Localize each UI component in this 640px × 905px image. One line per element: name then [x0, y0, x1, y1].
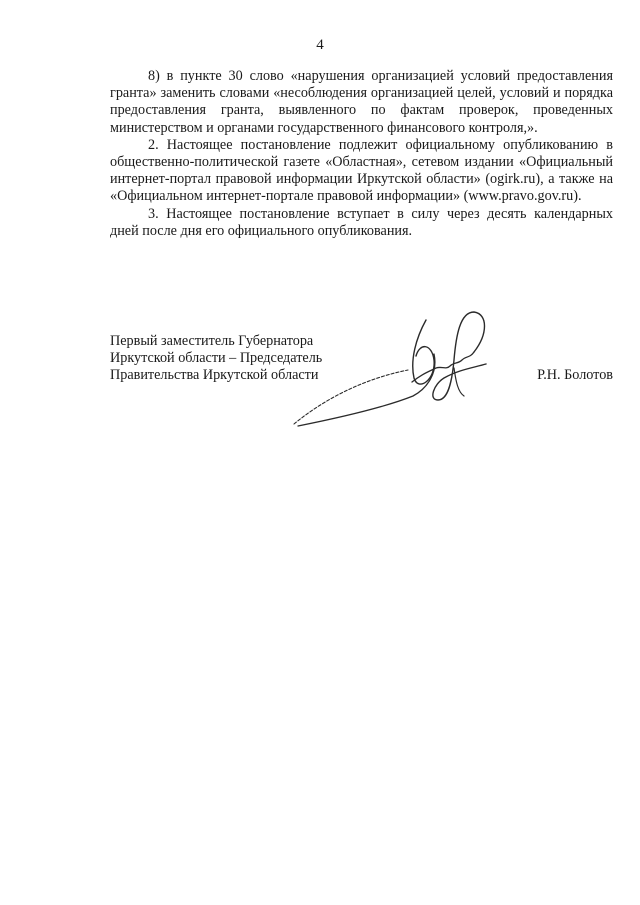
page-number: 4 [316, 37, 324, 53]
body-text [110, 68, 613, 240]
signer-position-line-1: Первый заместитель Губернатора [110, 333, 314, 349]
paragraph-effective-date: 3. Настоящее постановление вступает в силу через десять календарных дней после дня его официального опубликования. [110, 205, 613, 239]
signer-name: Р.Н. Болотов [537, 367, 613, 384]
paragraph-amendment-8: 8) в пункте 30 слово «нарушения организацией условий предоставления гранта» заменить словами «несоблюдения организацией целей, условий и порядка предоставления гранта, выявленного по фактам проверок, проведенных министерством и органами государственного финансового контроля,». [110, 68, 613, 136]
paragraph-publication: 2. Настоящее постановление подлежит официальному опубликованию в общественно-политической газете «Областная», сетевом издании «Официальный интернет-портал правовой информации Иркутской области» (ogirk.ru), а также на «Официальном интернет-портале правовой информации» (www.pravo.gov.ru). [110, 136, 613, 205]
signer-position-line-2: Иркутской области – Председатель [110, 350, 323, 367]
signature-block [110, 333, 613, 385]
signer-position-line-3: Правительства Иркутской области [110, 367, 319, 384]
